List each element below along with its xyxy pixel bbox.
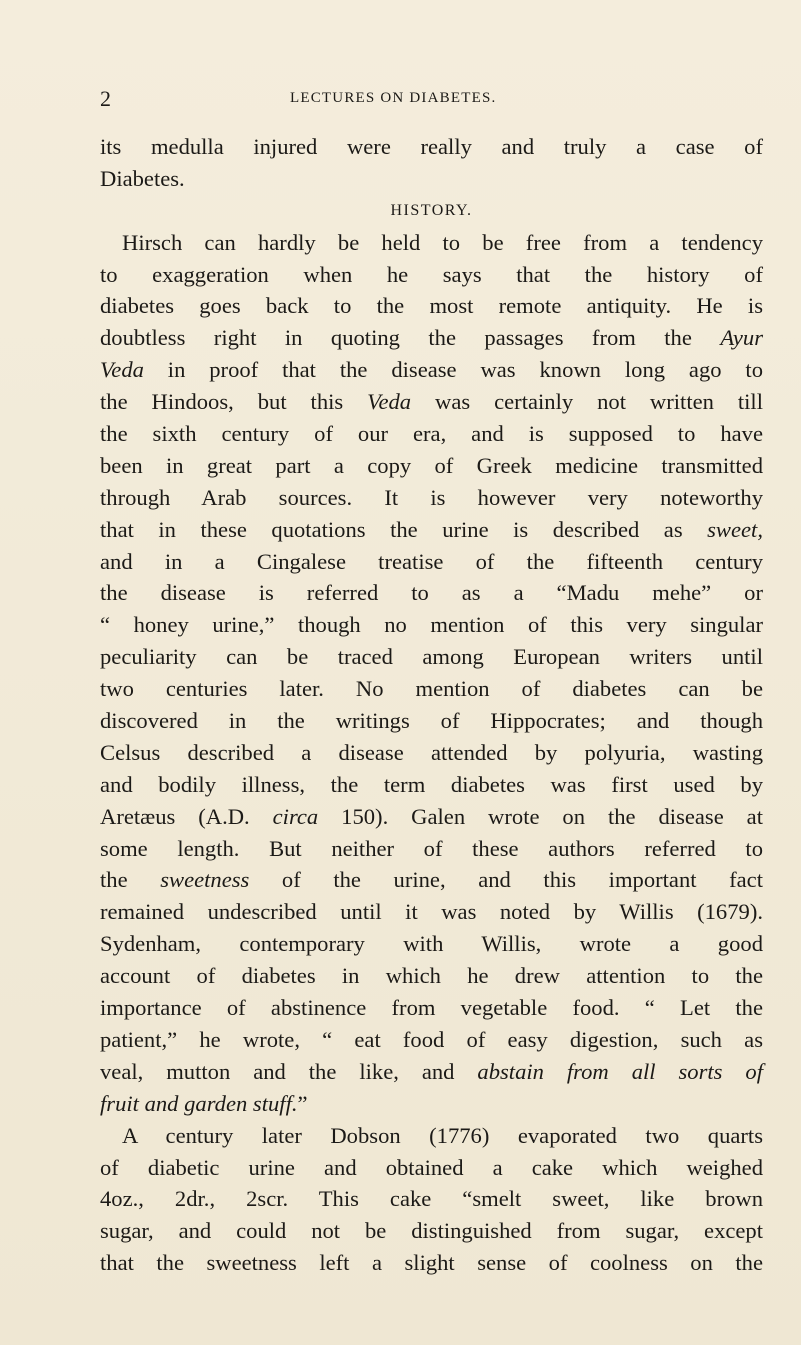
text-line: remained undescribed until it was noted by Willis (1679). [100,899,763,925]
text-line: Diabetes. [100,165,185,191]
text-line: importance of abstinence from vegetable food. “ Let the [100,995,763,1021]
page-header [100,86,760,110]
text-line: A century later Dobson (1776) evaporated two quarts [122,1122,763,1148]
text-line: “ honey urine,” though no mention of this very singular [100,612,763,638]
text-line: 4oz., 2dr., 2scr. This cake “smelt sweet, like brown [100,1186,763,1212]
body-text [100,131,763,1279]
text-line: Sydenham, contemporary with Willis, wrote a good [100,931,763,957]
text-line: its medulla injured were really and truly a case of [100,134,763,159]
text-line: account of diabetes in which he drew attention to the [100,963,763,989]
section-heading: HISTORY. [390,201,473,219]
text-line: to exaggeration when he says that the history of [100,261,763,287]
text-line: Celsus described a disease attended by polyuria, wasting [100,739,763,765]
text-line: diabetes goes back to the most remote antiquity. He is [100,293,763,319]
text-line: veal, mutton and the like, and abstain from all sorts of [100,1058,763,1084]
text-line: of diabetic urine and obtained a cake which weighed [100,1154,763,1180]
text-line: Aretæus (A.D. circa 150). Galen wrote on the disease at [100,803,763,829]
text-line: Hirsch can hardly be held to be free from a tendency [122,229,763,255]
text-line: that in these quotations the urine is described as sweet, [100,516,763,542]
text-line: that the sweetness left a slight sense of coolness on the [100,1250,763,1276]
text-line: the sixth century of our era, and is supposed to have [100,421,763,447]
text-line: fruit and garden stuff.” [100,1090,308,1116]
text-line: some length. But neither of these authors referred to [100,835,763,861]
text-line: and in a Cingalese treatise of the fifteenth century [100,548,763,574]
text-line: been in great part a copy of Greek medicine transmitted [100,452,763,478]
text-line: discovered in the writings of Hippocrates; and though [100,708,763,734]
running-head: LECTURES ON DIABETES. [290,90,497,106]
text-line: peculiarity can be traced among European writers until [100,644,763,670]
text-line: the disease is referred to as a “Madu mehe” or [100,580,763,606]
text-line: and bodily illness, the term diabetes was first used by [100,771,763,797]
text-line: sugar, and could not be distinguished from sugar, except [100,1218,763,1244]
text-line: the Hindoos, but this Veda was certainly not written till [100,389,763,415]
text-line: patient,” he wrote, “ eat food of easy digestion, such as [100,1026,763,1052]
text-line: through Arab sources. It is however very noteworthy [100,484,763,510]
text-line: doubtless right in quoting the passages from the Ayur [100,325,763,351]
text-line: two centuries later. No mention of diabetes can be [100,676,763,702]
text-line: Veda in proof that the disease was known long ago to [100,357,763,383]
text-line: the sweetness of the urine, and this important fact [100,867,763,893]
page-number: 2 [100,86,111,111]
